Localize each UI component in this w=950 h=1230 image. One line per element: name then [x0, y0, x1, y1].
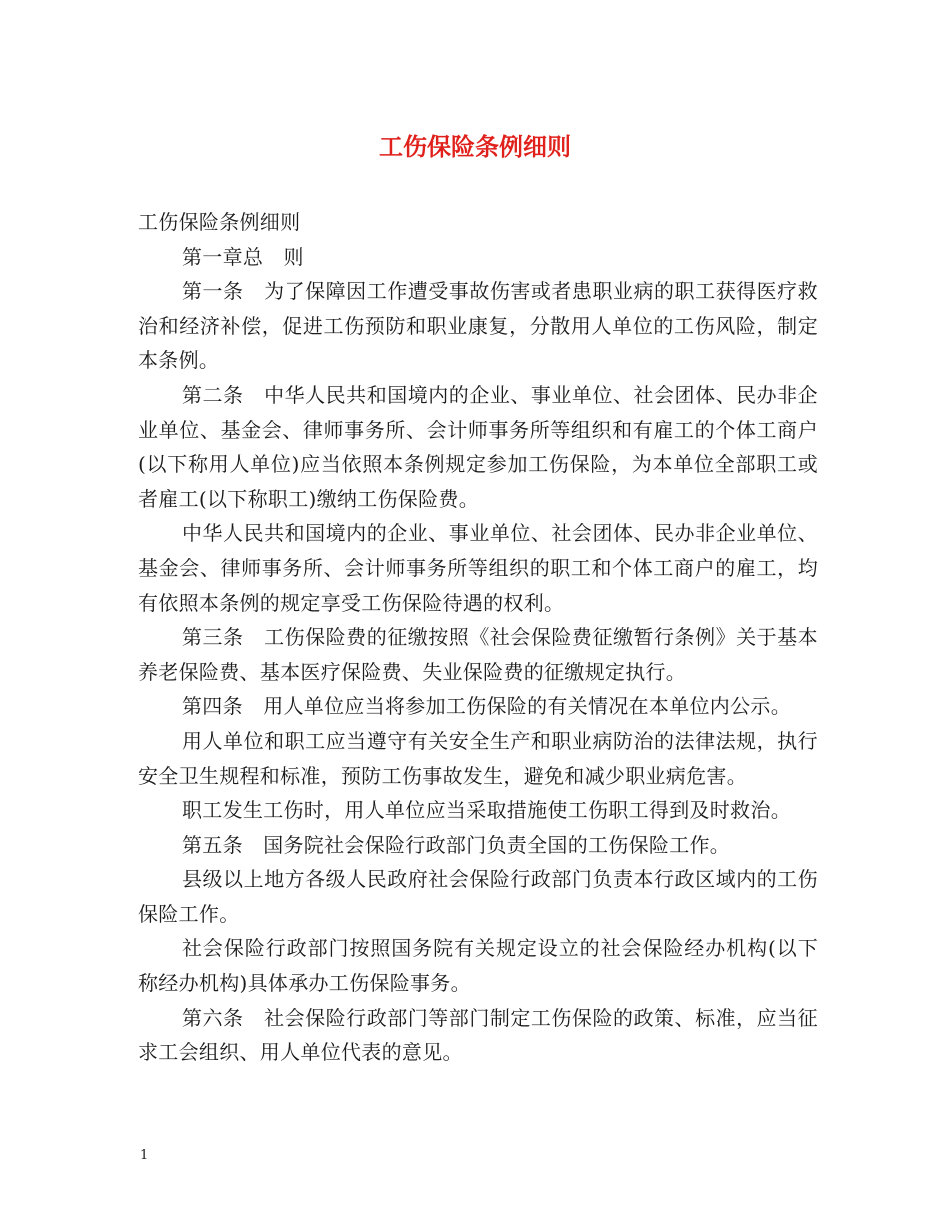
article-5-clause-3-paragraph: 社会保险行政部门按照国务院有关规定设立的社会保险经办机构(以下称经办机构)具体承办工伤保险事务。 — [138, 936, 818, 996]
chapter-heading: 第一章总 则 — [182, 244, 304, 269]
article-1-paragraph: 第一条 为了保障因工作遭受事故伤害或者患职业病的职工获得医疗救治和经济补偿，促进工伤预防和职业康复，分散用人单位的工伤风险，制定本条例。 — [138, 279, 818, 373]
article-4-clause-3-paragraph: 职工发生工伤时，用人单位应当采取措施使工伤职工得到及时救治。 — [182, 798, 791, 823]
article-2-clause-2-paragraph: 中华人民共和国境内的企业、事业单位、社会团体、民办非企业单位、基金会、律师事务所、会计师事务所等组织的职工和个体工商户的雇工，均有依照本条例的规定享受工伤保险待遇的权利。 — [138, 521, 818, 615]
page-number: 1 — [140, 1148, 149, 1163]
article-5-paragraph: 第五条 国务院社会保险行政部门负责全国的工伤保险工作。 — [182, 832, 731, 857]
article-3-paragraph: 第三条 工伤保险费的征缴按照《社会保险费征缴暂行条例》关于基本养老保险费、基本医疗保险费、失业保险费的征缴规定执行。 — [138, 625, 818, 684]
document-body — [138, 205, 818, 1070]
article-5-clause-2-paragraph: 县级以上地方各级人民政府社会保险行政部门负责本行政区域内的工伤保险工作。 — [138, 867, 818, 926]
document-title: 工伤保险条例细则 — [379, 132, 571, 161]
body-heading: 工伤保险条例细则 — [138, 210, 301, 234]
article-4-paragraph: 第四条 用人单位应当将参加工伤保险的有关情况在本单位内公示。 — [182, 694, 791, 719]
article-6-paragraph: 第六条 社会保险行政部门等部门制定工伤保险的政策、标准，应当征求工会组织、用人单位代表的意见。 — [138, 1005, 818, 1065]
article-4-clause-2-paragraph: 用人单位和职工应当遵守有关安全生产和职业病防治的法律法规，执行安全卫生规程和标准，预防工伤事故发生，避免和减少职业病危害。 — [138, 728, 818, 788]
article-2-paragraph: 第二条 中华人民共和国境内的企业、事业单位、社会团体、民办非企业单位、基金会、律师事务所、会计师事务所等组织和有雇工的个体工商户(以下称用人单位)应当依照本条例规定参加工伤保险，为本单位全部职工或者雇工(以下称职工)缴纳工伤保险费。 — [138, 382, 818, 511]
